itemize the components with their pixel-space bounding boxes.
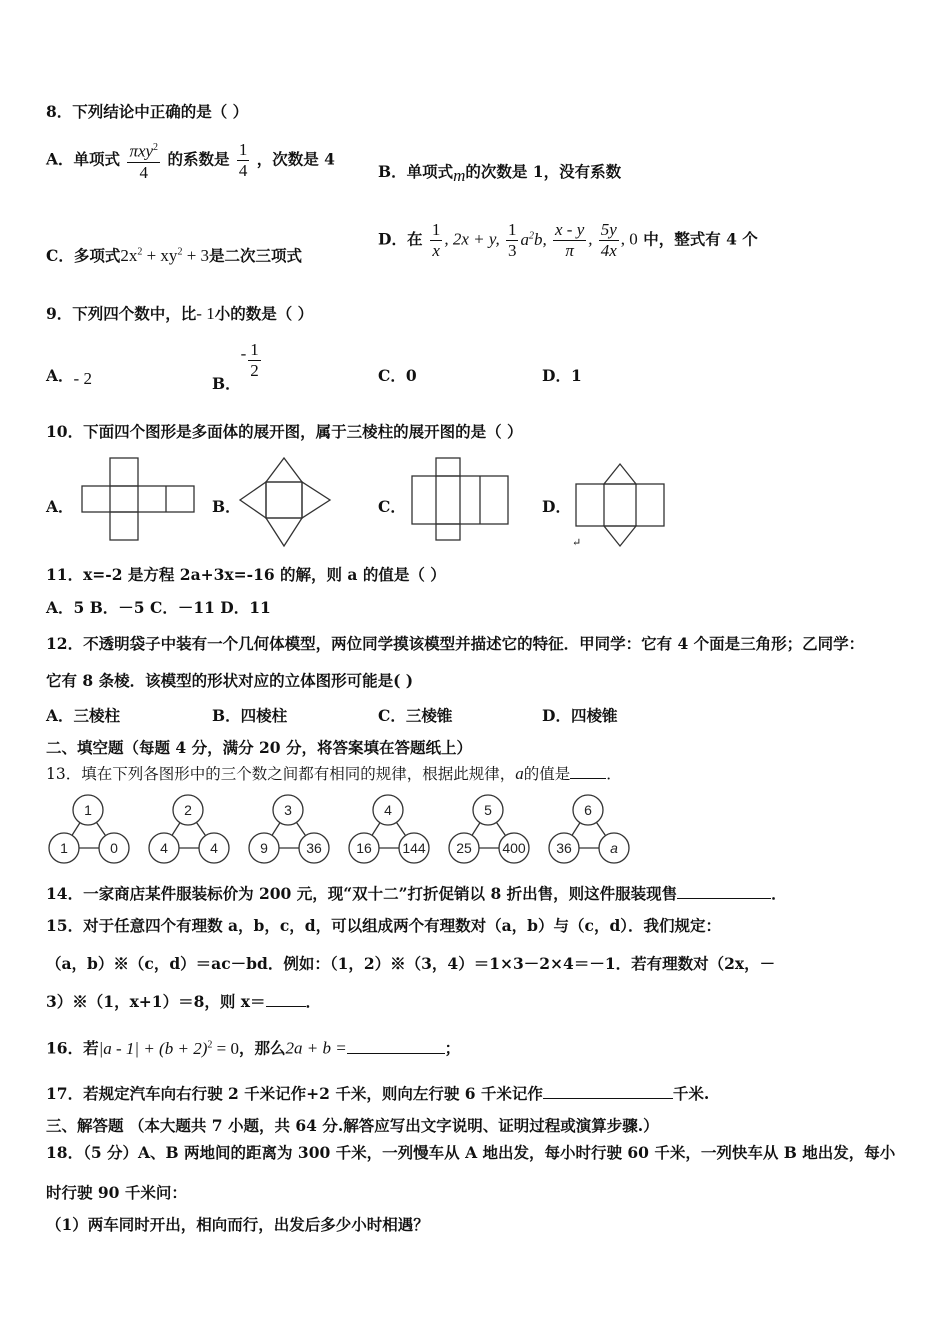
q13-node-value-left: 1 [60, 840, 68, 856]
q12-line2: 它有 8 条棱．该模型的形状对应的立体图形可能是( ) [46, 671, 414, 690]
q8-a-mid: 的系数是 [167, 149, 230, 169]
q13-node-value-top: 5 [484, 802, 492, 818]
q8-a-coef-num: 1 [238, 139, 248, 159]
q8-d-term3: $a^2b$, [520, 229, 551, 249]
q18-sub1: （1）两车同时开出，相向而行，出发后多少小时相遇？ [46, 1215, 429, 1234]
q16-expr: $|a - 1| + (b + 2)^2 = 0$ [98, 1038, 239, 1058]
q8-a-num-exp: 2 [153, 142, 159, 153]
q13-node-value-right: a [610, 840, 618, 856]
q13-node-value-left: 25 [456, 840, 472, 856]
q8-d-frac3: $\frac{1}{3}$ [507, 220, 517, 260]
q8-d-term2: , 2x + y, [444, 229, 504, 249]
q9-option-a: A．- 2 [46, 366, 92, 388]
q8-b-label: B．单项式 [378, 162, 454, 181]
q8-c-expr: $2x^2 + xy^2 + 3$ [120, 246, 210, 265]
q9-option-c: C．0 [378, 366, 417, 385]
q13-node-value-right: 0 [110, 840, 118, 856]
q13-node-value-left: 16 [356, 840, 372, 856]
q15-line1: 15．对于任意四个有理数 a，b，c，d，可以组成两个有理数对（a，b）与（c，d）．我们规定： [46, 916, 722, 935]
q18-line2: 时行驶 90 千米问： [46, 1183, 187, 1202]
q12-option-d: D．四棱锥 [542, 706, 618, 725]
q12-option-b: B．四棱柱 [212, 706, 288, 725]
q8-d-frac4: $\frac{x - y}{\pi}$ [554, 220, 585, 260]
q8-c-label: C．多项式 [46, 246, 121, 265]
q8-d-label: D．在 [378, 229, 423, 249]
q9-stem: 9．下列四个数中，比- 1小的数是（ ） [46, 304, 314, 323]
q14-stem: 14．一家商店某件服装标价为 200 元，现“双十二”打折促销以 8 折出售，则这件服装现售 ． [46, 884, 787, 903]
q8-d-tail: 中，整式有 4 个 [643, 229, 758, 249]
q10-stem: 10．下面四个图形是多面体的展开图，属于三棱柱的展开图的是（ ） [46, 422, 523, 441]
q15-line2: （a，b）※（c，d）＝ac－bd．例如：（1，2）※（3，4）＝1×3－2×4＝－1．若有理数对（2x，－ [46, 954, 776, 973]
q13-node-value-right: 400 [502, 840, 526, 856]
q13-node-value-left: 4 [160, 840, 168, 856]
q8-a-den: 4 [139, 162, 148, 182]
q13-node-value-top: 4 [384, 802, 392, 818]
q10-option-c-label: C． [378, 497, 406, 516]
q12-option-c: C．三棱锥 [378, 706, 453, 725]
q8-b-tail: 的次数是 1，没有系数 [465, 162, 622, 181]
q13-node-value-right: 4 [210, 840, 218, 856]
q13-node-value-top: 6 [584, 802, 592, 818]
q18-line1: 18．（5 分）A、B 两地间的距离为 300 千米，一列慢车从 A 地出发，每小时行驶 60 千米，一列快车从 B 地出发，每小 [46, 1143, 896, 1162]
q8-d-term5: , 0 [620, 229, 638, 249]
q13-figure-6 [549, 795, 629, 863]
q8-d-frac5: $\frac{5y}{4x}$ [600, 220, 617, 260]
q13-figure-4 [349, 795, 429, 863]
q8-d-sep: , [588, 229, 597, 249]
q13-node-value-left: 36 [556, 840, 572, 856]
q11-options: A．5 B．－5 C．－11 D．11 [46, 598, 271, 617]
q16-stem: 16．若$|a - 1| + (b + 2)^2 = 0$，那么2a + b = ； [46, 1038, 461, 1058]
q13-figure-1 [49, 795, 129, 863]
q13-node-value-top: 3 [284, 802, 292, 818]
q12-line1: 12．不透明袋子中装有一个几何体模型，两位同学摸该模型并描述它的特征．甲同学：它有 4 个面是三角形；乙同学： [46, 634, 865, 653]
q13-stem: 13．填在下列各图形中的三个数之间都有相同的规律，根据此规律，a的值是 ． [46, 764, 622, 783]
q13-figure-2 [149, 795, 229, 863]
q9-b-fraction: $\frac{1}{2}$ [250, 340, 259, 380]
q9-option-d: D．1 [542, 366, 582, 385]
q13-figure-3 [249, 795, 329, 863]
q12-option-a: A．三棱柱 [46, 706, 121, 725]
q10-option-a-label: A． [46, 497, 74, 516]
q8-a-num: πxy [129, 141, 154, 161]
q11-stem: 11．x=-2 是方程 2a+3x=-16 的解，则 a 的值是（ ） [46, 565, 446, 584]
section-3-heading: 三、解答题 （本大题共 7 小题，共 64 分.解答应写出文字说明、证明过程或演算步骤.） [46, 1116, 659, 1135]
q8-stem: 8．下列结论中正确的是（ ） [46, 102, 249, 121]
q13-node-value-top: 2 [184, 802, 192, 818]
q13-node-value-left: 9 [260, 840, 268, 856]
q15-line3: 3）※（1，x+1）＝8，则 x＝ ． [46, 992, 322, 1011]
q10-option-b-label: B． [212, 497, 241, 516]
q17-stem: 17．若规定汽车向右行驶 2 千米记作+2 千米，则向左行驶 6 千米记作 千米. [46, 1084, 710, 1103]
q10-return-mark: ↵ [572, 536, 582, 549]
q8-c-tail: 是二次三项式 [209, 246, 303, 265]
q8-b-var: m [453, 166, 466, 185]
q13-node-value-top: 1 [84, 802, 92, 818]
q8-d-frac1: $\frac{1}{x}$ [431, 220, 441, 260]
q8-a-label: A．单项式 [46, 149, 121, 169]
section-2-heading: 二、填空题（每题 4 分，满分 20 分，将答案填在答题纸上） [46, 738, 472, 757]
q13-node-value-right: 36 [306, 840, 322, 856]
q13-figure-5 [449, 795, 529, 863]
q8-a-tail: ，次数是 4 [256, 149, 335, 169]
q10-option-d-label: D． [542, 497, 571, 516]
q8-a-coef-den: 4 [238, 160, 248, 180]
q13-node-value-right: 144 [402, 840, 426, 856]
q9-option-b: B．- $\frac{1}{2}$ [212, 340, 259, 393]
